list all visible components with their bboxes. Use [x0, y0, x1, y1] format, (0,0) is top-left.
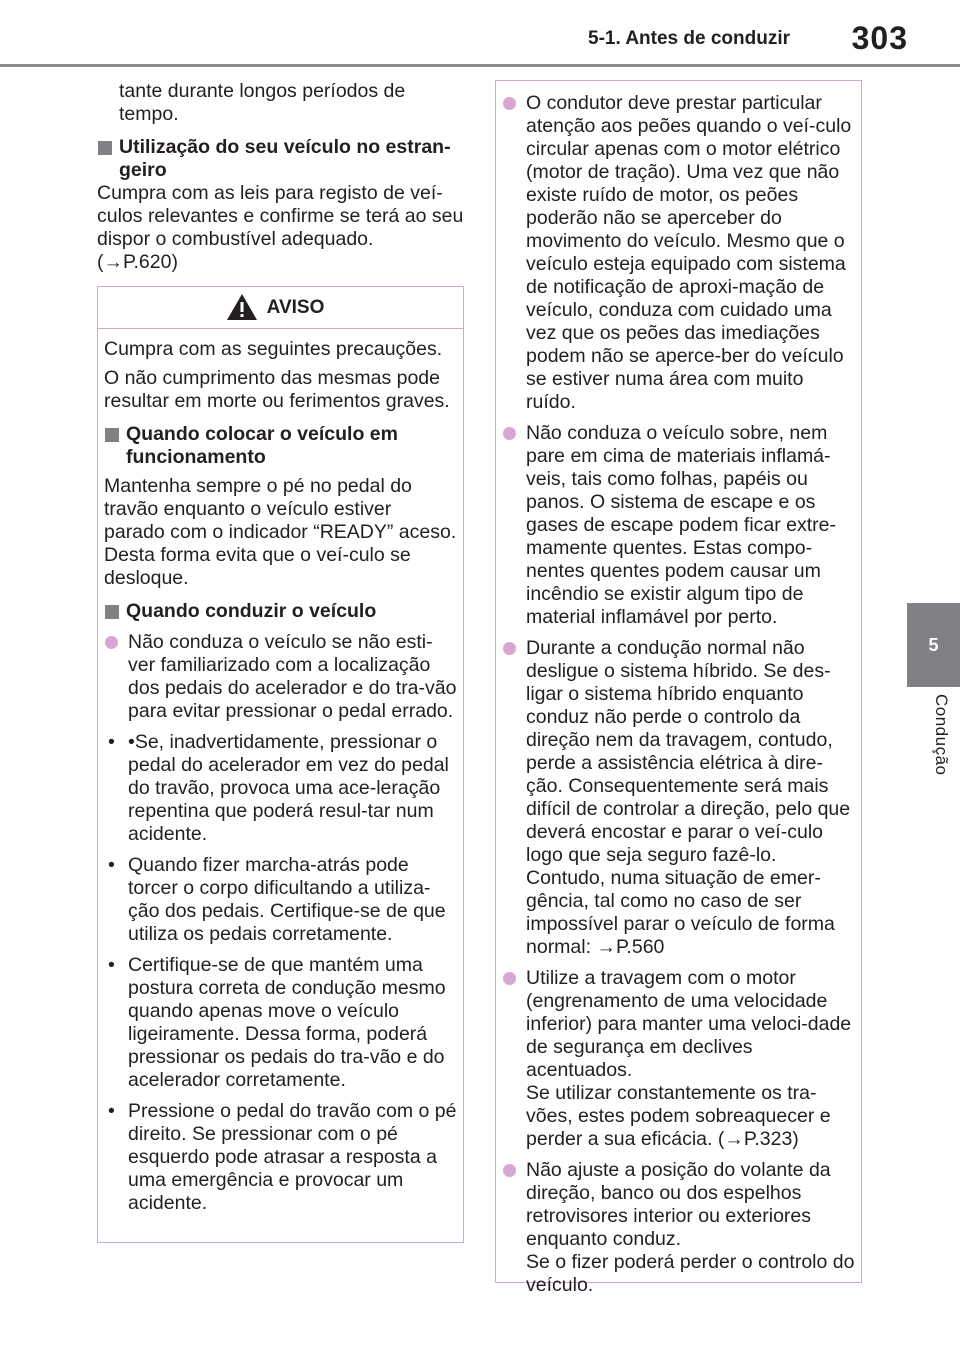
left-column [97, 80, 465, 274]
continued-paragraph: tante durante longos períodos de tempo. [119, 80, 406, 125]
warning-subheading [104, 423, 457, 469]
section-heading-text: Utilização do seu veículo no estran-geiro [119, 136, 451, 181]
bullet-text: Não ajuste a posição do volante da direção, banco ou dos espelhos retrovisores interior ou exteriores enquanto conduz. Se o fizer poderá perder o controlo do veículo. [526, 1159, 855, 1296]
warning-bullet [104, 631, 457, 723]
dash-item [104, 854, 457, 946]
circle-bullet-icon [503, 427, 516, 440]
dash-bullet-icon: • [108, 854, 115, 876]
circle-bullet-icon [503, 1164, 516, 1177]
warning-subheading-text: Quando conduzir o veículo [126, 600, 377, 622]
dash-item [104, 731, 457, 846]
warning-box [97, 286, 464, 1243]
warning-subheading-text: Quando colocar o veículo em funcionamento [126, 423, 398, 468]
warning-intro: Cumpra com as seguintes precauções. [104, 338, 443, 360]
dash-item-text: •Se, inadvertidamente, pressionar o pedal do acelerador em vez do pedal do travão, provoca uma ace-leração repentina que poderá resul-tar num acidente. [128, 731, 449, 845]
warning-subheading [104, 600, 457, 623]
dash-item [104, 954, 457, 1092]
bullet-text: Não conduza o veículo se não esti-ver familiarizado com a localização dos pedais do acelerador e do tra-vão para evitar pressionar o pedal errado. [128, 631, 457, 722]
warning-title: AVISO [266, 297, 325, 318]
warning-body [98, 329, 463, 1215]
warning-box-continued [495, 80, 862, 1296]
dash-bullet-icon: • [108, 731, 115, 753]
dash-item-text: Quando fizer marcha-atrás pode torcer o corpo dificultando a utiliza-ção dos pedais. Certifique-se de que utiliza os pedais corretamente. [128, 854, 446, 945]
dash-item [104, 1100, 457, 1215]
page-reference: (→P.620) [97, 251, 178, 273]
chapter-number: 5 [928, 634, 939, 655]
warning-body [496, 81, 861, 1297]
warning-bullet [502, 637, 855, 959]
warning-intro: O não cumprimento das mesmas pode resultar em morte ou ferimentos graves. [104, 367, 450, 412]
chapter-label: Condução [932, 694, 951, 776]
page-number: 303 [851, 20, 908, 56]
section-title: 5-1. Antes de conduzir [588, 28, 790, 49]
body-paragraph: Cumpra com as leis para registo de veí-culos relevantes e confirme se terá ao seu dispor o combustível adequado. [97, 182, 464, 250]
warning-paragraph: Mantenha sempre o pé no pedal do travão enquanto o veículo estiver parado com o indicador “READY” aceso. Desta forma evita que o veí-culo se desloque. [104, 475, 457, 589]
warning-bullet [502, 422, 855, 629]
circle-bullet-icon [503, 97, 516, 110]
circle-bullet-icon [503, 972, 516, 985]
warning-bullet [502, 92, 855, 414]
bullet-text: O condutor deve prestar particular atenção aos peões quando o veí-culo circular apenas com o motor elétrico (motor de tração). Uma vez que não existe ruído de motor, os peões poderão não se aperceber do movimento do veículo. Mesmo que o veículo esteja equipado com sistema de notificação de aproxi-mação de veículo, conduza com cuidado uma vez que os peões das imediações podem não se aperce-ber do veículo se estiver numa área com muito ruído. [526, 92, 852, 413]
bullet-text: Durante a condução normal não desligue o sistema híbrido. Se des-ligar o sistema híbrido enquanto conduz não perde o controlo da direção nem da travagem, contudo, perde a assistência elétrica à dire-ção. Consequentemente será mais difícil de controlar a direção, pelo que deverá encostar e parar o veí-culo logo que seja seguro fazê-lo. Contudo, numa situação de emer-gência, tal como no caso de ser impossível parar o veículo de forma normal: →P.560 [526, 637, 851, 958]
dash-item-text: Pressione o pedal do travão com o pé direito. Se pressionar com o pé esquerdo pode atrasar a resposta a uma emergência e provocar um acidente. [128, 1100, 457, 1214]
section-heading [97, 136, 465, 182]
square-bullet-icon [105, 428, 119, 442]
bullet-text: Utilize a travagem com o motor (engrenamento de uma velocidade inferior) para manter uma veloci-dade de segurança em declives acentuados. Se utilizar constantemente os tra-vões, estes podem sobreaquecer e perder a sua eficácia. (→P.323) [526, 967, 852, 1150]
warning-bullet [502, 967, 855, 1151]
square-bullet-icon [98, 141, 112, 155]
bullet-text: Não conduza o veículo sobre, nem pare em cima de materiais inflamá-veis, tais como folhas, papéis ou panos. O sistema de escape e os gases de escape podem ficar extre-mamente quentes. Estas compo-nentes quentes podem causar um incêndio se existir algum tipo de material inflamável por perto. [526, 422, 837, 628]
header-rule [0, 64, 960, 67]
chapter-tab [907, 603, 960, 687]
square-bullet-icon [105, 605, 119, 619]
dash-item-text: Certifique-se de que mantém uma postura correta de condução mesmo quando apenas move o veículo ligeiramente. Dessa forma, poderá pressionar os pedais do tra-vão e do acelerador corretamente. [128, 954, 446, 1091]
dash-bullet-icon: • [108, 1100, 115, 1122]
warning-header [98, 287, 463, 329]
dash-bullet-icon: • [108, 954, 115, 976]
circle-bullet-icon [105, 636, 118, 649]
warning-bullet [502, 1159, 855, 1297]
circle-bullet-icon [503, 642, 516, 655]
